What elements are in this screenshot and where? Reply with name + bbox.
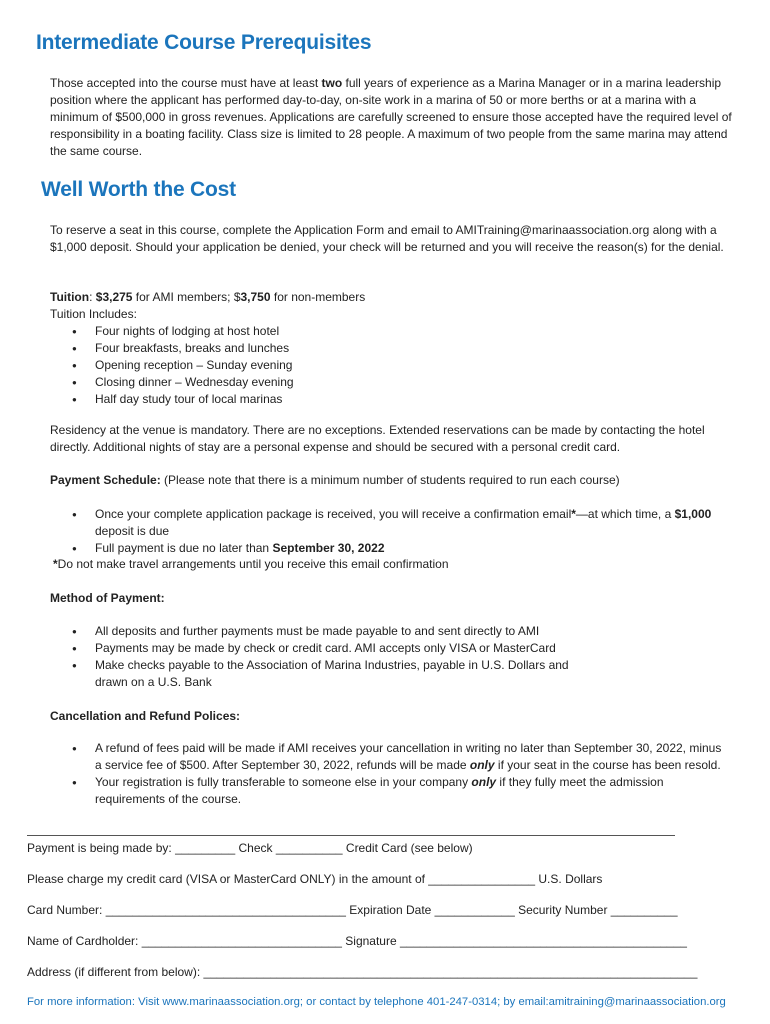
divider-line xyxy=(27,835,675,836)
cancellation-list xyxy=(50,740,730,808)
prerequisites-paragraph: Those accepted into the course must have at least two full years of experience as a Marina Manager or in a marina leadership position where the applicant has performed day-to-day, on-site work in a marina of 50 or more berths or at a marina with a minimum of $500,000 in gross revenues. Applications are carefully screened to ensure those accepted have the required level of responsibility in a boating facility. Class size is limited to 28 people. A maximum of two people from the same marina may attend the same course. xyxy=(50,76,732,158)
list-item: ● A refund of fees paid will be made if AMI receives your cancellation in writing no later than September 30, 2022, minus a service fee of $500. After September 30, 2022, refunds will be made only if your seat in the course has been resold. xyxy=(50,740,730,774)
list-item: ● Make checks payable to the Association of Marina Industries, payable in U.S. Dollars and drawn on a U.S. Bank xyxy=(50,657,590,691)
method-list-wrap xyxy=(50,623,590,691)
travel-footnote: *Do not make travel arrangements until you receive this email confirmation xyxy=(53,557,449,571)
section-title-cost: Well Worth the Cost xyxy=(41,178,236,201)
list-item: ● Closing dinner – Wednesday evening xyxy=(50,374,730,391)
address-field[interactable]: Address (if different from below): __________________________________________________________________________ xyxy=(27,965,698,979)
tuition-includes-list xyxy=(50,323,730,408)
list-item: ● Four breakfasts, breaks and lunches xyxy=(50,340,730,357)
list-item: ● Payments may be made by check or credit card. AMI accepts only VISA or MasterCard xyxy=(50,640,590,657)
tuition-includes-label: Tuition Includes: xyxy=(50,307,137,321)
method-list xyxy=(50,623,590,691)
payment-method-field[interactable]: Payment is being made by: _________ Check __________ Credit Card (see below) xyxy=(27,841,473,855)
payment-schedule-list xyxy=(50,506,730,557)
payment-schedule-heading: Payment Schedule: (Please note that there is a minimum number of students required to run each course) xyxy=(50,473,620,487)
list-item: ● Once your complete application package is received, you will receive a confirmation email*—at which time, a $1,000 deposit is due xyxy=(50,506,730,540)
charge-amount-field[interactable]: Please charge my credit card (VISA or MasterCard ONLY) in the amount of ________________ U.S. Dollars xyxy=(27,872,603,886)
section-title-prerequisites: Intermediate Course Prerequisites xyxy=(36,31,372,54)
list-item: ● All deposits and further payments must be made payable to and sent directly to AMI xyxy=(50,623,590,640)
cardholder-signature-field[interactable]: Name of Cardholder: ______________________________ Signature ___________________________________________ xyxy=(27,934,687,948)
list-item: ● Your registration is fully transferable to someone else in your company only if they fully meet the admission requirements of the course. xyxy=(50,774,730,808)
footer-contact-info: For more information: Visit www.marinaassociation.org; or contact by telephone 401-247-0314; by email:amitraining@marinaassociation.org xyxy=(27,996,726,1008)
reserve-paragraph: To reserve a seat in this course, complete the Application Form and email to AMITraining@marinaassociation.org along with a $1,000 deposit. Should your application be denied, your check will be returned and you will receive the reason(s) for the denial. xyxy=(50,223,724,254)
list-item: ● Full payment is due no later than September 30, 2022 xyxy=(50,540,730,557)
payment-schedule-list-wrap xyxy=(50,506,730,557)
method-heading: Method of Payment: xyxy=(50,591,165,605)
tuition-line: Tuition: $3,275 for AMI members; $3,750 for non-members xyxy=(50,290,366,304)
tuition-block xyxy=(50,289,730,408)
residency-paragraph: Residency at the venue is mandatory. There are no exceptions. Extended reservations can be made by contacting the hotel directly. Additional nights of stay are a personal expense and should be secured with a personal credit card. xyxy=(50,423,705,454)
cancellation-heading: Cancellation and Refund Polices: xyxy=(50,709,241,723)
list-item: ● Half day study tour of local marinas xyxy=(50,391,730,408)
list-item: ● Four nights of lodging at host hotel xyxy=(50,323,730,340)
cancellation-list-wrap xyxy=(50,740,730,808)
card-number-field[interactable]: Card Number: ____________________________________ Expiration Date ____________ Security Number __________ xyxy=(27,903,678,917)
list-item: ● Opening reception – Sunday evening xyxy=(50,357,730,374)
